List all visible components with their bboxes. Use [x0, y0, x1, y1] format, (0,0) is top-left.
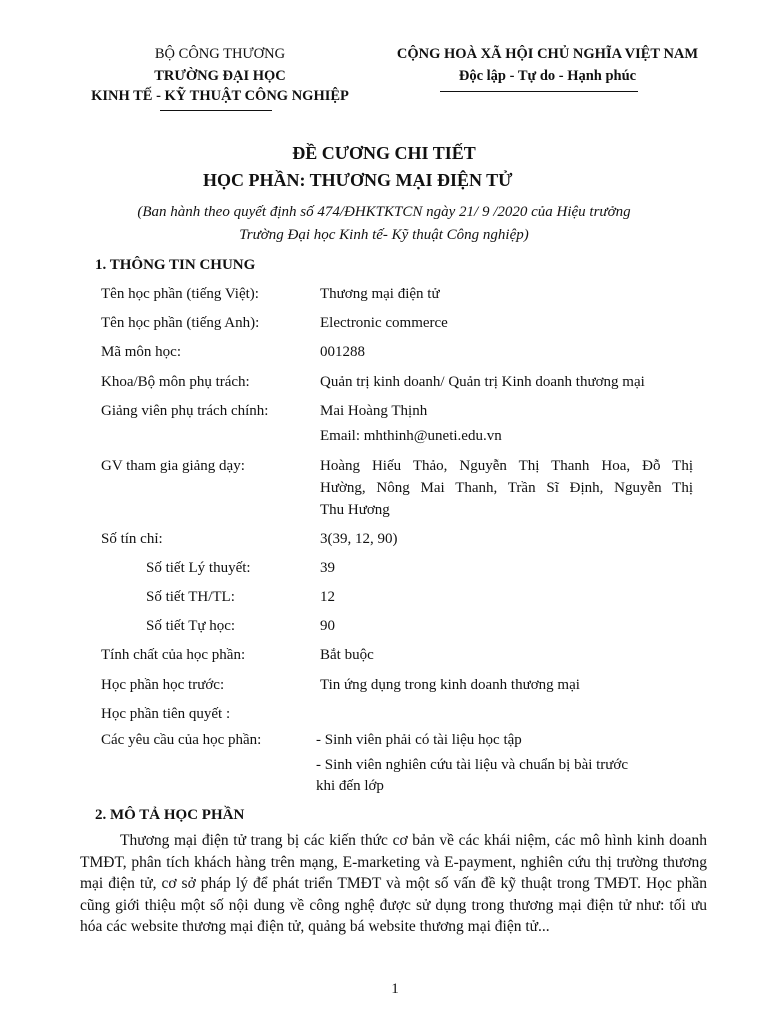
course-description-paragraph: Thương mại điện tử trang bị các kiến thức cơ bản về các khái niệm, các mô hình kinh doanh TMĐT, phân tích khách hàng trên mạng, E-marketing và E-payment, nghiên cứu thị trường thương mại điện tử, cơ sở pháp lý để phát triển TMĐT và một số vấn đề kỹ thuật trong TMĐT. Học phần cũng giới thiệu một số nội dung về công nghệ được sử dụng trong thương mại điện tử như: tối ưu hóa các website thương mại điện tử, quảng bá website thương mại điện tử...: [80, 832, 707, 935]
field-value-requirement-2-line1: - Sinh viên nghiên cứu tài liệu và chuẩn bị bài trước: [316, 757, 629, 773]
field-label-course-type: Tính chất của học phần:: [101, 647, 246, 663]
field-value-course-name-en: Electronic commerce: [320, 315, 448, 331]
field-label-prerequisite: Học phần tiên quyết :: [101, 706, 231, 722]
field-value-credits: 3(39, 12, 90): [320, 531, 398, 547]
field-value-lead-lecturer: Mai Hoàng Thịnh: [320, 403, 428, 419]
section-2-heading: 2. MÔ TẢ HỌC PHẦN: [95, 807, 245, 823]
field-label-lead-lecturer: Giảng viên phụ trách chính:: [101, 403, 269, 419]
page-number: 1: [391, 981, 399, 997]
field-label-credits: Số tín chỉ:: [101, 531, 163, 547]
header-left-underline: [160, 110, 272, 111]
ministry-name: BỘ CÔNG THƯƠNG: [154, 46, 286, 62]
field-label-practice-hours: Số tiết TH/TL:: [146, 589, 235, 605]
header-right-underline: [440, 91, 638, 92]
field-value-teaching-staff-line2: Hường, Nông Mai Thanh, Trần Sĩ Định, Nguyễn Thị: [320, 480, 693, 496]
decree-note-line1: (Ban hành theo quyết định số 474/ĐHKTKTCN ngày 21/ 9 /2020 của Hiệu trưởng: [137, 204, 631, 220]
field-value-course-name-vi: Thương mại điện tử: [320, 286, 440, 302]
field-value-theory-hours: 39: [320, 560, 335, 576]
course-title: HỌC PHẦN: THƯƠNG MẠI ĐIỆN TỬ: [203, 170, 513, 190]
field-value-course-code: 001288: [320, 344, 365, 360]
university-name-line1: TRƯỜNG ĐẠI HỌC: [154, 68, 286, 84]
field-value-course-type: Bắt buộc: [320, 647, 374, 663]
field-label-previous-course: Học phần học trước:: [101, 677, 225, 693]
field-label-course-code: Mã môn học:: [101, 344, 181, 360]
field-value-requirement-1: - Sinh viên phải có tài liệu học tập: [316, 732, 522, 748]
field-value-department: Quản trị kinh doanh/ Quản trị Kinh doanh thương mại: [320, 374, 645, 390]
document-title: ĐỀ CƯƠNG CHI TIẾT: [292, 143, 476, 163]
field-label-course-name-vi: Tên học phần (tiếng Việt):: [101, 286, 259, 302]
field-value-teaching-staff-line3: Thu Hương: [320, 502, 390, 518]
field-label-self-study-hours: Số tiết Tự học:: [146, 618, 236, 634]
field-label-department: Khoa/Bộ môn phụ trách:: [101, 374, 250, 390]
field-label-course-name-en: Tên học phần (tiếng Anh):: [101, 315, 260, 331]
field-value-previous-course: Tin ứng dụng trong kinh doanh thương mại: [320, 677, 580, 693]
field-value-requirement-2-line2: khi đến lớp: [316, 778, 384, 794]
field-value-practice-hours: 12: [320, 589, 335, 605]
field-label-requirements: Các yêu cầu của học phần:: [101, 732, 262, 748]
field-value-self-study-hours: 90: [320, 618, 335, 634]
section-1-heading: 1. THÔNG TIN CHUNG: [95, 257, 256, 273]
field-label-theory-hours: Số tiết Lý thuyết:: [146, 560, 251, 576]
field-label-teaching-staff: GV tham gia giảng dạy:: [101, 458, 245, 474]
national-motto: Độc lập - Tự do - Hạnh phúc: [458, 68, 637, 84]
university-name-line2: KINH TẾ - KỸ THUẬT CÔNG NGHIỆP: [91, 88, 349, 104]
field-value-lead-lecturer-email: Email: mhthinh@uneti.edu.vn: [320, 428, 502, 444]
decree-note-line2: Trường Đại học Kinh tế- Kỹ thuật Công nghiệp): [239, 227, 529, 243]
country-name: CỘNG HOÀ XÃ HỘI CHỦ NGHĨA VIỆT NAM: [396, 46, 699, 62]
field-value-teaching-staff-line1: Hoàng Hiếu Thảo, Nguyễn Thị Thanh Hoa, Đỗ Thị: [320, 458, 693, 474]
